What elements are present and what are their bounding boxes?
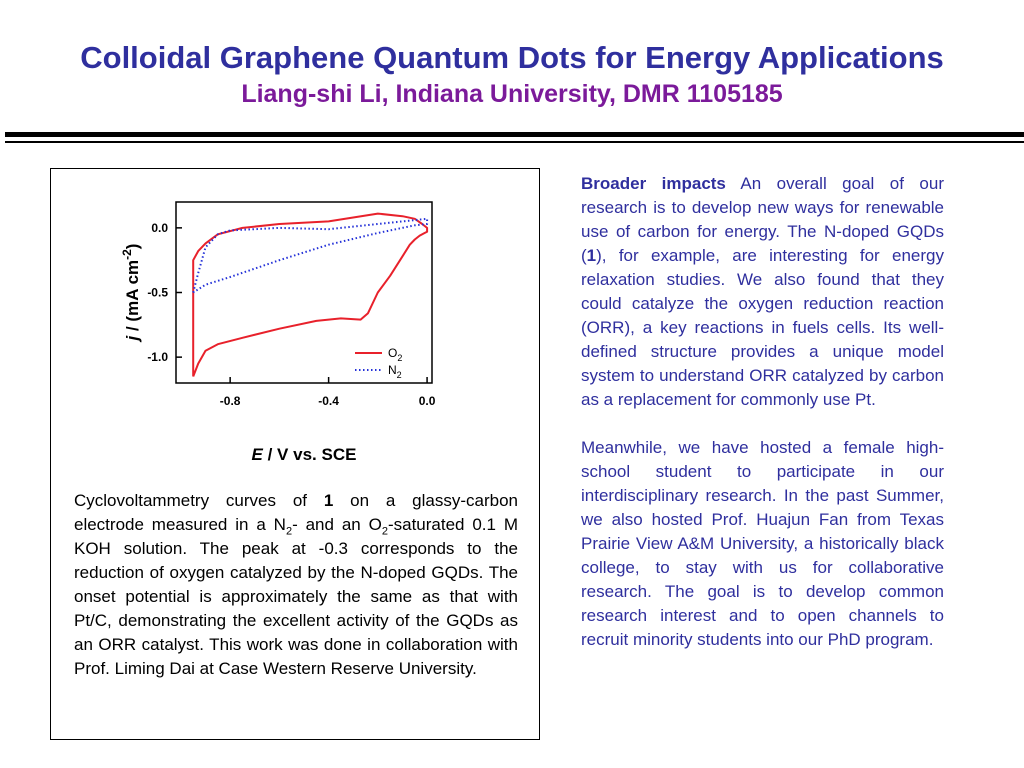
x-axis-label: E / V vs. SCE [251, 445, 357, 464]
x-tick-label: 0.0 [418, 394, 436, 408]
impacts-compound-number: 1 [586, 246, 597, 265]
impacts-text-1a: An overall goal of our research is to develop new ways for renewable use of carbon for energy. The N-doped GQDs ( [581, 174, 944, 265]
impacts-paragraph-2: Meanwhile, we have hosted a female high-school student to participate in our interdisciplinary research. In the past Summer, we also hosted Prof. Huajun Fan from Texas Prairie View A&M University, a historically black college, to stay with us for collaborative research. The goal is to develop common research interest and to open channels to recruit minority students into our PhD program. [581, 438, 944, 649]
impacts-text-1b: ), for example, are interesting for energy relaxation studies. We also found that they could catalyze the oxygen reduction reaction (ORR), a key reactions in fuels cells. Its well-defined structure provides a unique model system to understand ORR catalyzed by carbon as a replacement for commonly use Pt. [581, 246, 944, 409]
caption-compound-number: 1 [323, 491, 334, 510]
caption-sub-2: 2 [381, 525, 388, 538]
legend-label-n2: $N_2$ [388, 363, 402, 380]
x-tick-label: -0.8 [219, 394, 241, 408]
caption-text-2: on a glassy-carbon electrode measured in a N [74, 491, 518, 534]
broader-impacts-text [581, 172, 944, 676]
slide-title: Colloidal Graphene Quantum Dots for Energy Applications [80, 40, 944, 75]
caption-text-4: -saturated 0.1 M KOH solution. The peak at -0.3 corresponds to the reduction of oxygen catalyzed by the N-doped GQDs. The onset potential is approximately the same as that with Pt/C, demonstrating the excellent activity of the GQDs as an ORR catalyst. This work was done in collaboration with Prof. Liming Dai at Case Western Reserve University. [74, 515, 519, 678]
caption-text-3: - and an O [292, 515, 382, 534]
y-axis-label: j / (mA $cm^{-2}$) [120, 243, 142, 341]
x-tick-label: -0.4 [318, 394, 339, 408]
y-tick-label: -0.5 [147, 285, 168, 300]
series-line-n2 [193, 219, 427, 293]
y-tick-label: 0.0 [151, 220, 168, 235]
impacts-paragraph-1 [581, 172, 944, 412]
figure-caption [74, 489, 518, 681]
slide-subtitle: Liang-shi Li, Indiana University, DMR 1105185 [241, 80, 783, 108]
legend-label-o2: $O_2$ [388, 346, 403, 363]
impacts-heading: Broader impacts [581, 174, 726, 193]
caption-sub-1: 2 [285, 525, 293, 538]
y-tick-label: -1.0 [147, 350, 168, 365]
caption-text-1: Cyclovoltammetry curves of [74, 491, 324, 510]
